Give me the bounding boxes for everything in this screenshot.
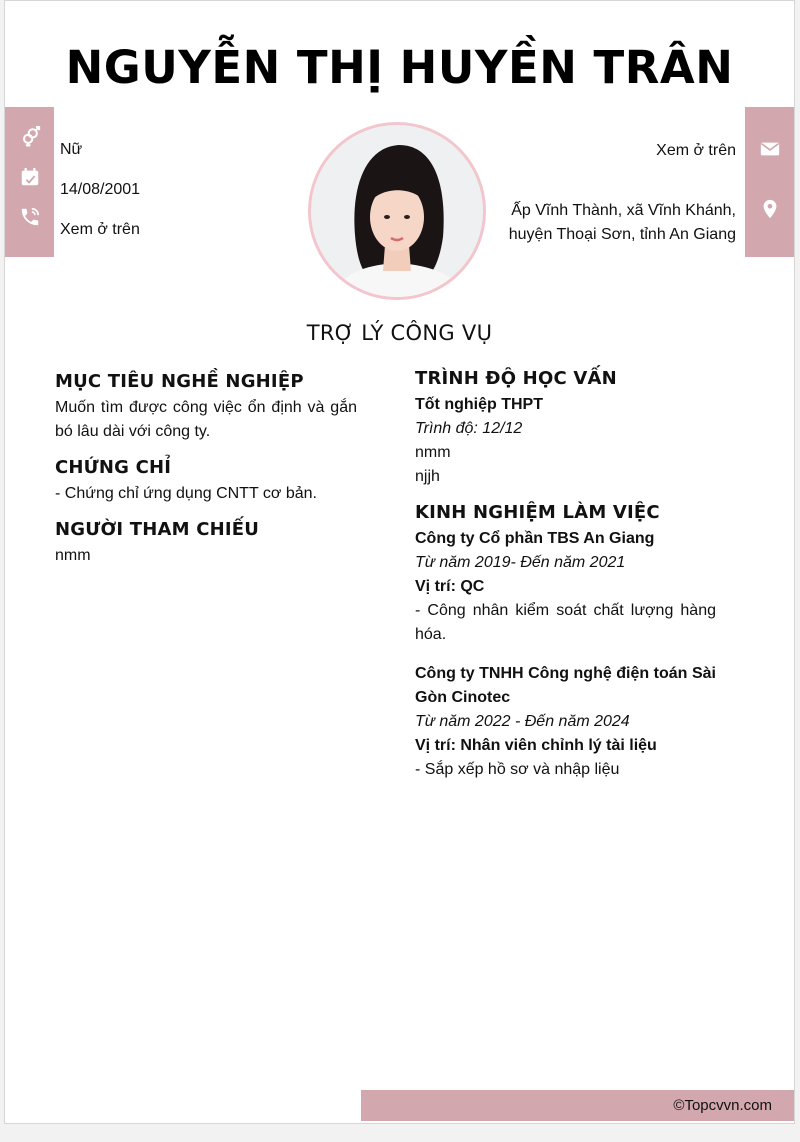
address-line-1: Ấp Vĩnh Thành, xã Vĩnh Khánh, xyxy=(511,202,736,219)
location-icon xyxy=(759,198,781,220)
objective-text: Muốn tìm được công việc ổn định và gắn bó lâu dài với công ty. xyxy=(55,399,357,440)
gender-text: Nữ xyxy=(60,141,83,158)
contact-icon-bar-right xyxy=(745,107,794,257)
references-heading: NGƯỜI THAM CHIẾU xyxy=(55,519,260,540)
gender-icon xyxy=(19,126,41,148)
phone-icon xyxy=(19,206,41,228)
contact-icon-bar-left xyxy=(5,107,54,257)
experience-item xyxy=(415,527,716,647)
experience-description: - Sắp xếp hồ sơ và nhập liệu xyxy=(415,761,620,778)
address-text xyxy=(476,199,736,247)
phone-text: Xem ở trên xyxy=(60,221,140,238)
experience-company: Công ty Cổ phần TBS An Giang xyxy=(415,530,655,547)
cv-page xyxy=(4,0,795,1124)
experience-period: Từ năm 2019- Đến năm 2021 xyxy=(415,554,626,571)
experience-description: - Công nhân kiểm soát chất lượng hàng hóa. xyxy=(415,602,716,643)
references-text: nmm xyxy=(55,547,91,564)
experience-item xyxy=(415,662,716,782)
right-column xyxy=(415,367,716,797)
profile-photo xyxy=(308,122,486,300)
education-degree: Tốt nghiệp THPT xyxy=(415,396,543,413)
experience-period: Từ năm 2022 - Đến năm 2024 xyxy=(415,713,630,730)
email-text: Xem ở trên xyxy=(656,142,736,159)
calendar-icon xyxy=(19,166,41,188)
left-column xyxy=(55,370,357,580)
references-section xyxy=(55,518,357,568)
footer-watermark: ©Topcvvn.com xyxy=(361,1090,794,1121)
certificates-heading: CHỨNG CHỈ xyxy=(55,457,172,478)
education-section xyxy=(415,367,716,489)
education-heading: TRÌNH ĐỘ HỌC VẤN xyxy=(415,368,617,389)
experience-position: Vị trí: Nhân viên chỉnh lý tài liệu xyxy=(415,737,657,754)
education-level: Trình độ: 12/12 xyxy=(415,420,523,437)
certificates-section xyxy=(55,456,357,506)
personal-info-right xyxy=(476,139,736,247)
personal-info-left xyxy=(60,130,140,250)
certificate-item: - Chứng chỉ ứng dụng CNTT cơ bản. xyxy=(55,485,317,502)
objective-heading: MỤC TIÊU NGHỀ NGHIỆP xyxy=(55,371,304,392)
education-line-1: nmm xyxy=(415,444,451,461)
experience-position: Vị trí: QC xyxy=(415,578,485,595)
education-line-2: njjh xyxy=(415,468,440,485)
experience-section xyxy=(415,501,716,782)
birthday-text: 14/08/2001 xyxy=(60,181,141,198)
objective-section xyxy=(55,370,357,444)
candidate-name: NGUYỄN THỊ HUYỀN TRÂN xyxy=(65,41,734,94)
address-line-2: huyện Thoại Sơn, tỉnh An Giang xyxy=(508,226,736,243)
email-icon xyxy=(759,138,781,160)
experience-company: Công ty TNHH Công nghệ điện toán Sài Gòn Cinotec xyxy=(415,665,716,706)
experience-heading: KINH NGHIỆM LÀM VIỆC xyxy=(415,502,660,523)
job-title: TRỢ LÝ CÔNG VỤ xyxy=(306,321,493,345)
